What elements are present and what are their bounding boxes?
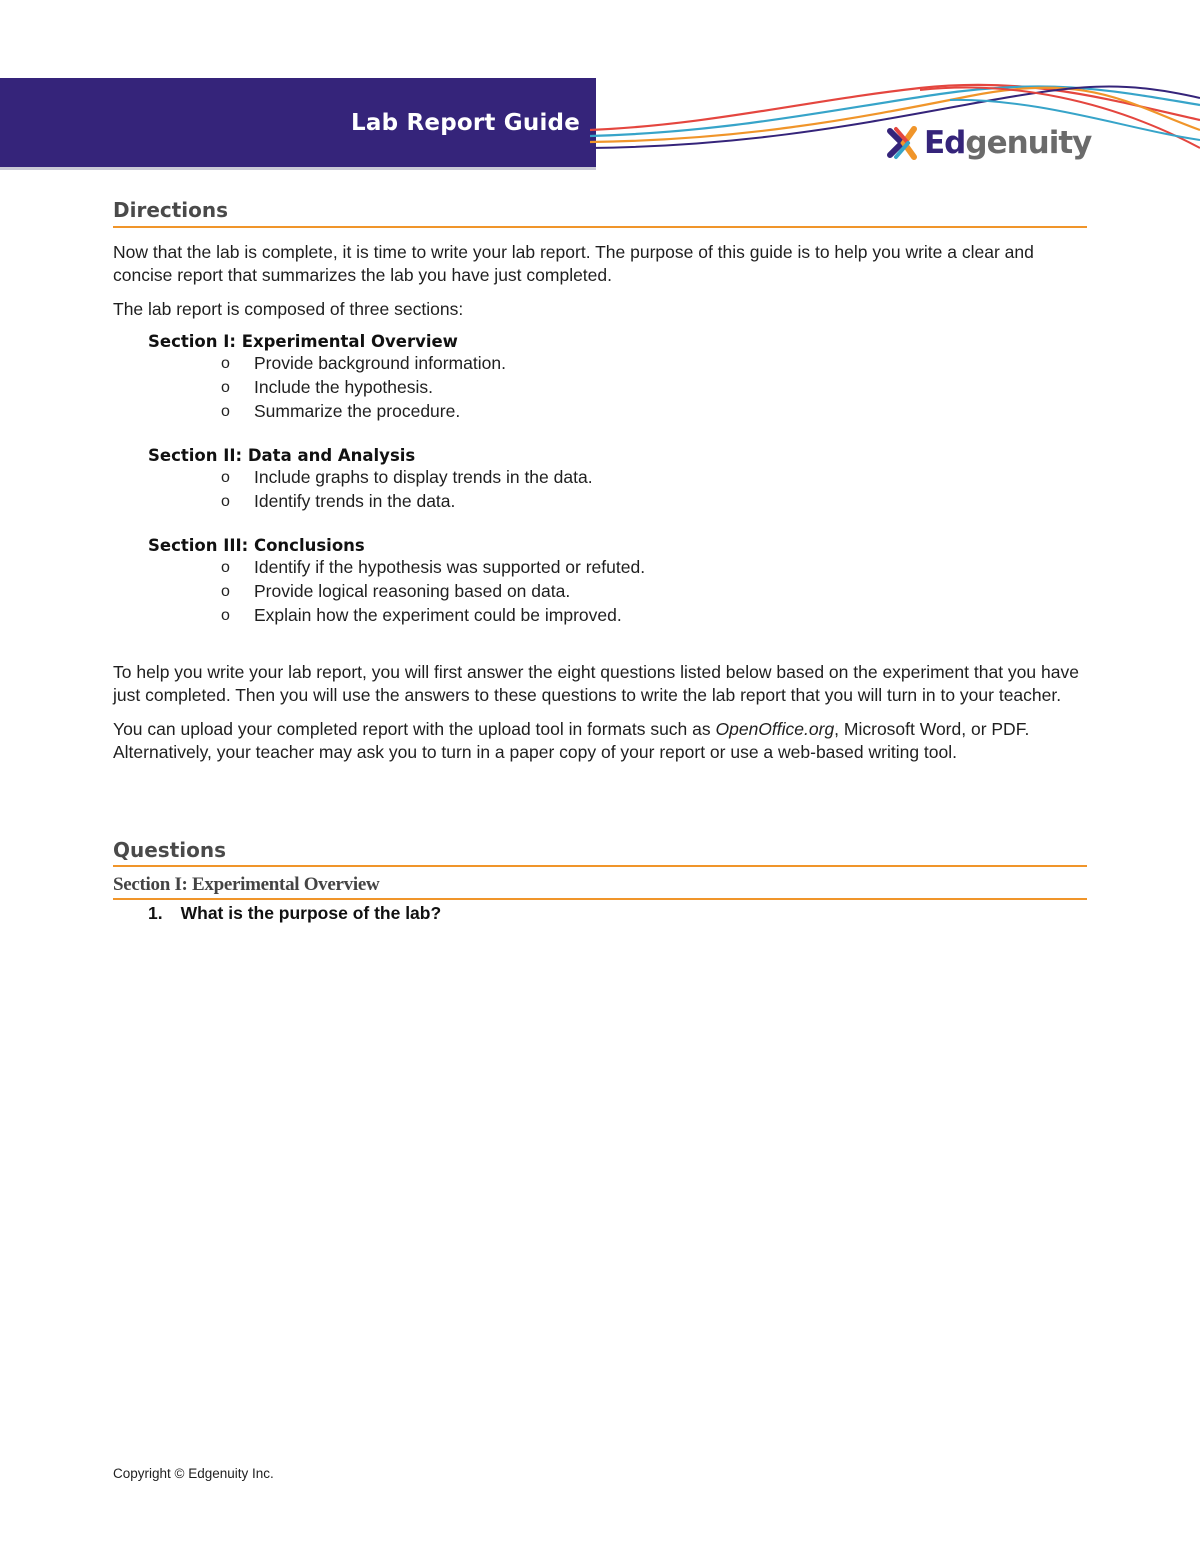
list-item: o Explain how the experiment could be improved.	[221, 605, 622, 625]
questions-rule	[113, 865, 1087, 867]
questions-subheading: Section I: Experimental Overview	[113, 874, 380, 895]
list-item: o Include graphs to display trends in the data.	[221, 467, 593, 487]
directions-intro: Now that the lab is complete, it is time to write your lab report. The purpose of this guide is to help you write a clear and concise report that summarizes the lab you have just completed.	[113, 242, 1034, 285]
page-title: Lab Report Guide	[351, 110, 580, 136]
list-item: o Include the hypothesis.	[221, 377, 434, 397]
questions-section	[113, 838, 1087, 924]
list-item: o Identify trends in the data.	[221, 491, 456, 511]
sections-intro: The lab report is composed of three sections:	[113, 299, 464, 319]
openoffice-name: OpenOffice.org	[715, 719, 835, 739]
directions-rule	[113, 226, 1087, 228]
section-items	[113, 465, 1087, 513]
section-title: Section I: Experimental Overview	[148, 332, 458, 351]
list-item: o Summarize the procedure.	[221, 401, 461, 421]
copyright-footer: Copyright © Edgenuity Inc.	[113, 1466, 274, 1481]
logo-wordmark: Edgenuity	[924, 125, 1092, 161]
question-item	[113, 903, 1087, 924]
section-title: Section II: Data and Analysis	[148, 446, 416, 465]
header-banner	[0, 78, 596, 167]
section-items	[113, 555, 1087, 627]
section-block-2	[113, 446, 1087, 513]
list-item: o Provide background information.	[221, 353, 506, 373]
edgenuity-x-icon	[886, 123, 922, 163]
upload-text: You can upload your completed report with the upload tool in formats such as OpenOffice.org, Microsoft Word, or PDF. Alternatively, your teacher may ask you to turn in a paper copy of your report or use a web-based writing tool.	[113, 719, 1030, 762]
section-block-1	[113, 332, 1087, 423]
subheading-rule	[113, 898, 1087, 900]
directions-heading: Directions	[113, 198, 229, 222]
edgenuity-logo	[886, 123, 1092, 163]
section-items	[113, 351, 1087, 423]
list-item: o Provide logical reasoning based on data.	[221, 581, 571, 601]
question-text: What is the purpose of the lab?	[180, 903, 442, 923]
section-block-3	[113, 536, 1087, 627]
help-text: To help you write your lab report, you will first answer the eight questions listed below based on the experiment that you have just completed. Then you will use the answers to these questions to write the lab report that you will turn in to your teacher.	[113, 662, 1079, 705]
questions-heading: Questions	[113, 838, 227, 862]
list-item: o Identify if the hypothesis was supported or refuted.	[221, 557, 646, 577]
directions-section	[113, 198, 1087, 764]
section-title: Section III: Conclusions	[148, 536, 365, 555]
question-number: 1.	[148, 903, 163, 923]
banner-shadow	[0, 167, 596, 170]
